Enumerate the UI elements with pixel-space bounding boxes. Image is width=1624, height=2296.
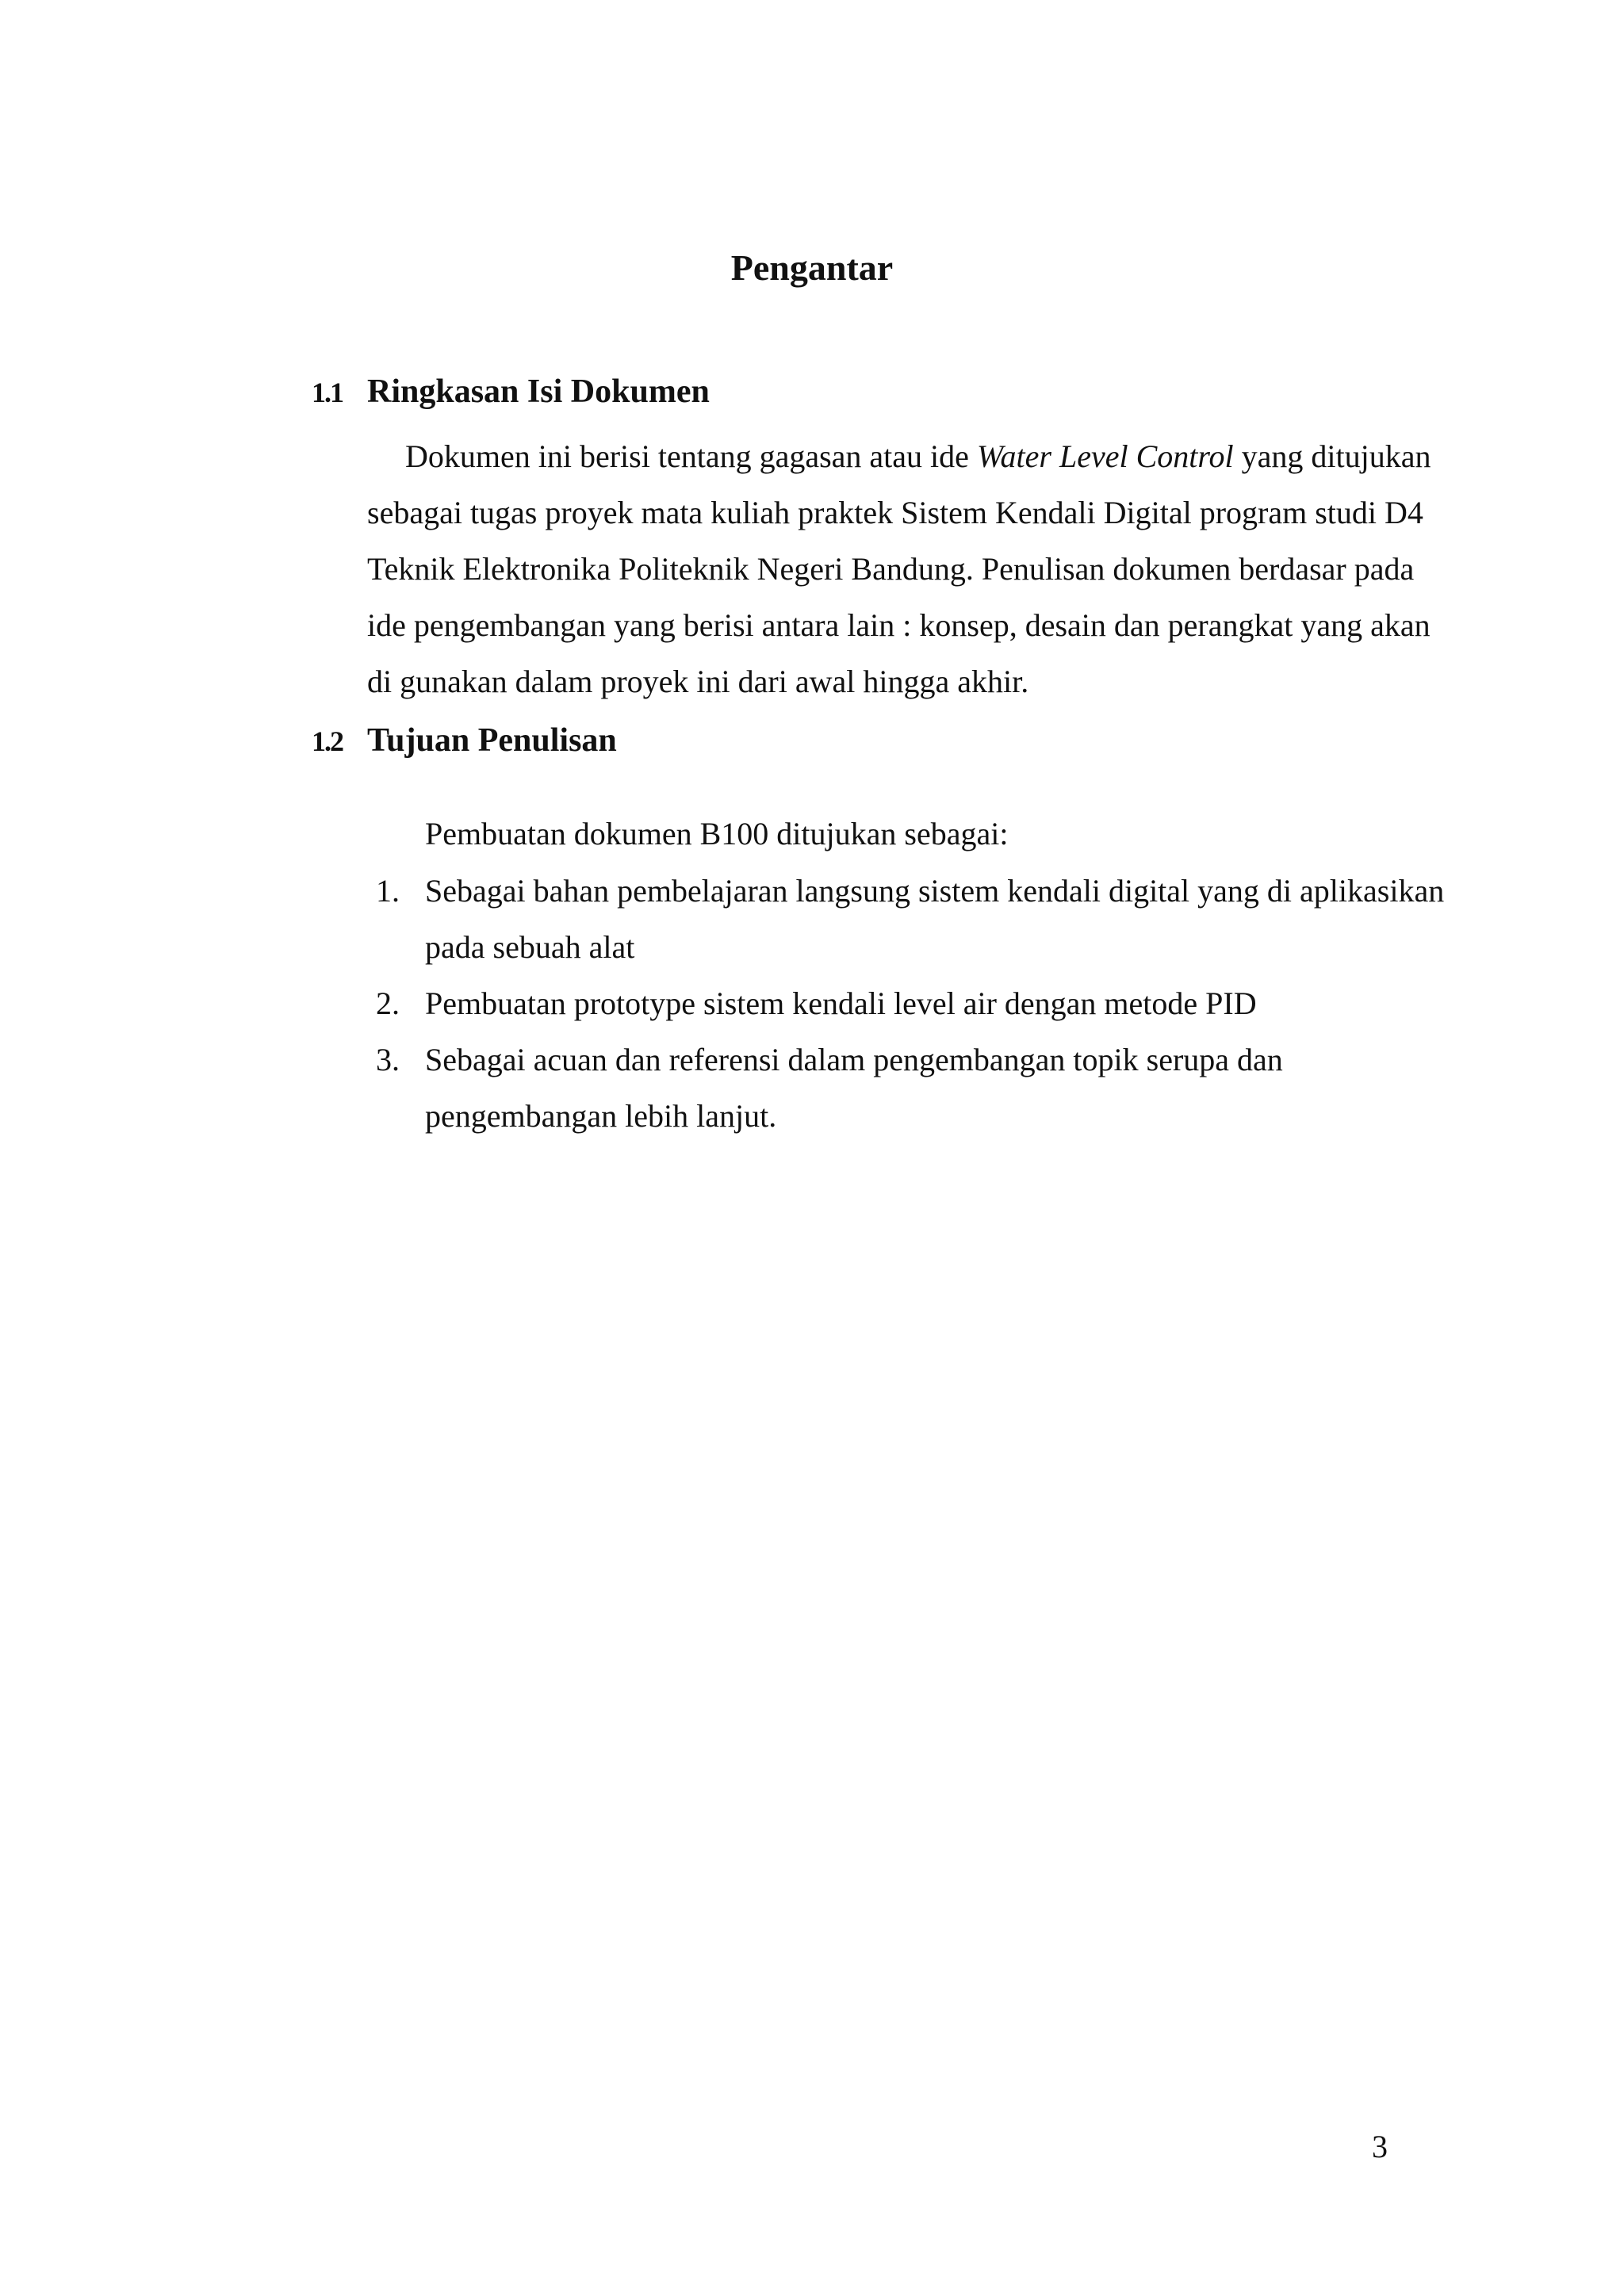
page-number: 3 (1372, 2129, 1388, 2164)
list-item-text: pada sebuah alat (425, 929, 635, 965)
section-title: Tujuan Penulisan (367, 722, 617, 759)
list-item-number: 3. (376, 1042, 400, 1077)
list-item-number: 2. (376, 985, 400, 1021)
paragraph-text: Dokumen ini berisi tentang gagasan atau ide (405, 438, 977, 474)
list-item-text: Sebagai acuan dan referensi dalam pengembangan topik serupa dan (425, 1042, 1283, 1077)
section-heading-tujuan (312, 718, 617, 763)
italic-term: Water Level Control (976, 438, 1234, 474)
list-item-text: Sebagai bahan pembelajaran langsung sistem kendali digital yang di aplikasikan (425, 873, 1445, 909)
section-number: 1.2 (312, 725, 343, 757)
paragraph-line: di gunakan dalam proyek ini dari awal hingga akhir. (367, 664, 1029, 699)
paragraph-line: sebagai tugas proyek mata kuliah praktek Sistem Kendali Digital program studi D4 (367, 495, 1423, 530)
paragraph-line (405, 434, 1431, 479)
list-intro: Pembuatan dokumen B100 ditujukan sebagai: (425, 816, 1009, 851)
list-item-text: Pembuatan prototype sistem kendali level air dengan metode PID (425, 985, 1257, 1021)
paragraph-line: ide pengembangan yang berisi antara lain : konsep, desain dan perangkat yang akan (367, 607, 1431, 643)
list-item-text: pengembangan lebih lanjut. (425, 1098, 777, 1134)
section-number: 1.1 (312, 377, 343, 408)
page-title: Pengantar (730, 247, 894, 288)
paragraph-text: yang ditujukan (1233, 438, 1431, 474)
list-item-number: 1. (376, 873, 400, 909)
paragraph-line: Teknik Elektronika Politeknik Negeri Bandung. Penulisan dokumen berdasar pada (367, 551, 1415, 587)
section-heading-ringkasan (312, 369, 710, 415)
section-title: Ringkasan Isi Dokumen (367, 373, 710, 410)
